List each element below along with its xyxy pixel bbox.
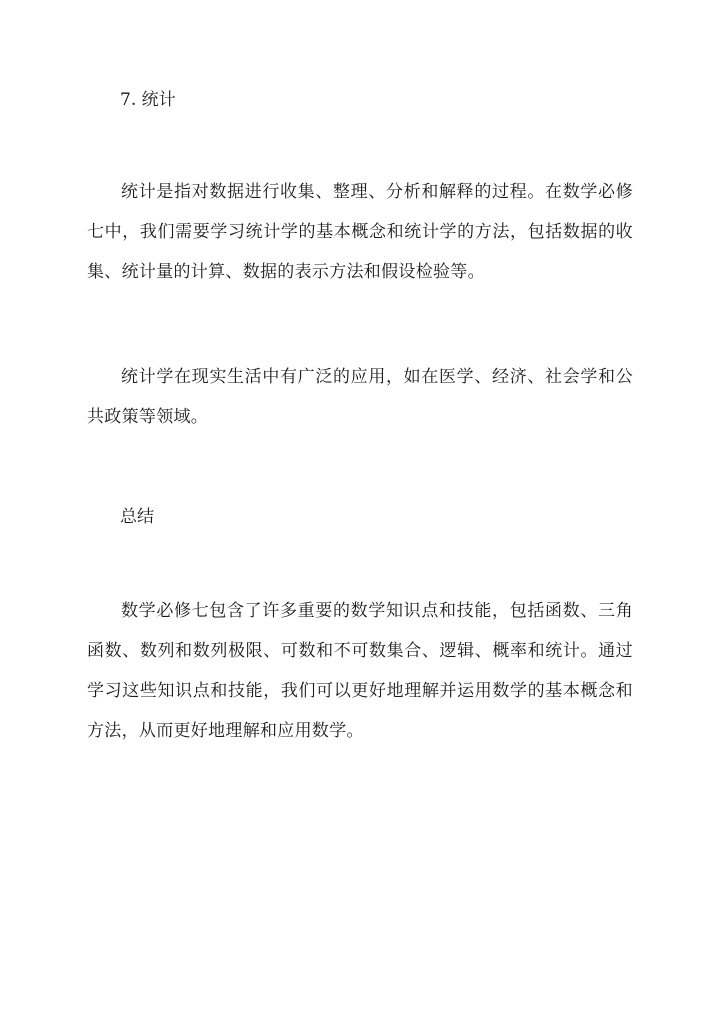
summary-heading: 总结 [120,507,154,527]
summary-paragraph: 数学必修七包含了许多重要的数学知识点和技能，包括函数、三角函数、数列和数列极限、可数和不可数集合、逻辑、概率和统计。通过学习这些知识点和技能，我们可以更好地理解并运用数学的基本概念和方法，从而更好地理解和应用数学。 [87,601,633,741]
statistics-application-paragraph: 统计学在现实生活中有广泛的应用，如在医学、经济、社会学和公共政策等领域。 [87,367,633,427]
statistics-definition-paragraph: 统计是指对数据进行收集、整理、分析和解释的过程。在数学必修七中，我们需要学习统计学的基本概念和统计学的方法，包括数据的收集、统计量的计算、数据的表示方法和假设检验等。 [87,182,633,282]
section-heading: 7. 统计 [120,90,176,110]
